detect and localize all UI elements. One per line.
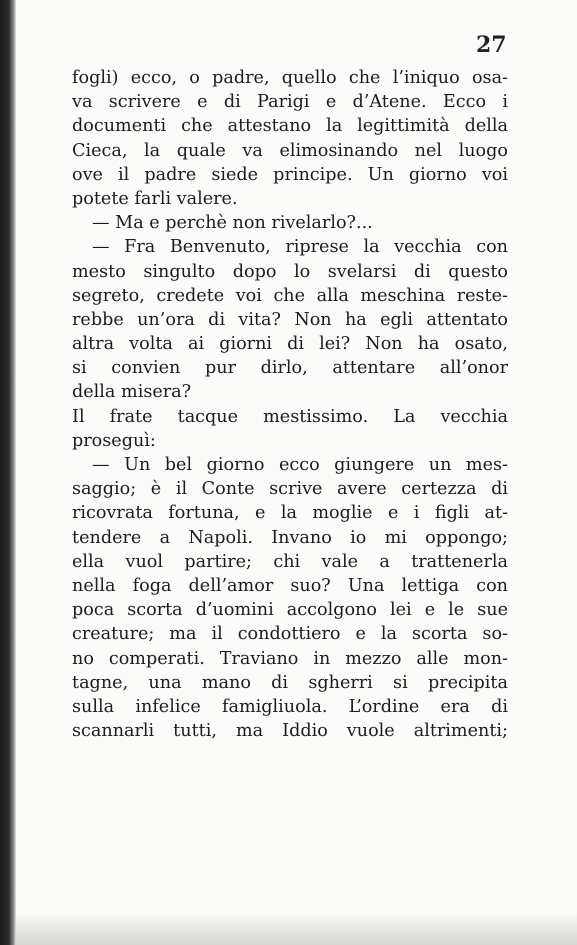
text-line: creature; ma il condottiero e la scorta so- — [72, 624, 508, 645]
body-text — [72, 66, 508, 743]
text-line: si convien pur dirlo, attentare all’onor — [72, 358, 508, 379]
text-line: segreto, credete voi che alla meschina reste- — [72, 285, 508, 306]
text-line: — Un bel giorno ecco giungere un mes- — [92, 455, 508, 475]
text-line: tendere a Napoli. Invano io mi oppongo; — [72, 527, 508, 548]
text-line: ella vuol partire; chi vale a trattenerla — [72, 551, 508, 572]
text-line: proseguì: — [72, 430, 156, 451]
page-bottom-edge — [16, 911, 577, 945]
text-line: sulla infelice famigliuola. L’ordine era di — [72, 696, 508, 717]
text-line: nella foga dell’amor suo? Una lettiga con — [72, 575, 508, 596]
text-line: ricovrata fortuna, e la moglie e i figli at- — [72, 503, 508, 524]
text-line: — Fra Benvenuto, riprese la vecchia con — [92, 237, 508, 258]
text-line: tagne, una mano di sgherri si precipita — [72, 672, 508, 693]
text-line: della misera? — [72, 382, 192, 403]
text-line: Cieca, la quale va elimosinando nel luogo — [72, 140, 508, 161]
text-line: rebbe un’ora di vita? Non ha egli attentato — [72, 309, 508, 330]
text-line: mesto singulto dopo lo svelarsi di questo — [72, 261, 508, 282]
text-line: Il frate tacque mestissimo. La vecchia — [72, 406, 508, 427]
text-line: va scrivere e di Parigi e d’Atene. Ecco i — [72, 92, 508, 113]
text-line: poca scorta d’uomini accolgono lei e le sue — [72, 600, 508, 621]
text-line: fogli) ecco, o padre, quello che l’iniquo osa- — [72, 68, 508, 88]
text-line: potete farli valere. — [72, 188, 238, 209]
book-spine-shadow — [0, 0, 16, 945]
text-line: — Ma e perchè non rivelarlo?... — [92, 213, 373, 234]
text-line: saggio; è il Conte scrive avere certezza di — [72, 479, 508, 500]
text-line: ove il padre siede principe. Un giorno voi — [72, 164, 508, 185]
text-line: no comperati. Traviano in mezzo alle mon- — [72, 648, 508, 669]
text-line: documenti che attestano la legittimità della — [72, 116, 508, 137]
text-line: scannarli tutti, ma Iddio vuole altrimenti; — [72, 721, 508, 742]
text-line: altra volta ai giorni di lei? Non ha osato, — [72, 334, 508, 355]
page-number: 27 — [476, 32, 507, 58]
